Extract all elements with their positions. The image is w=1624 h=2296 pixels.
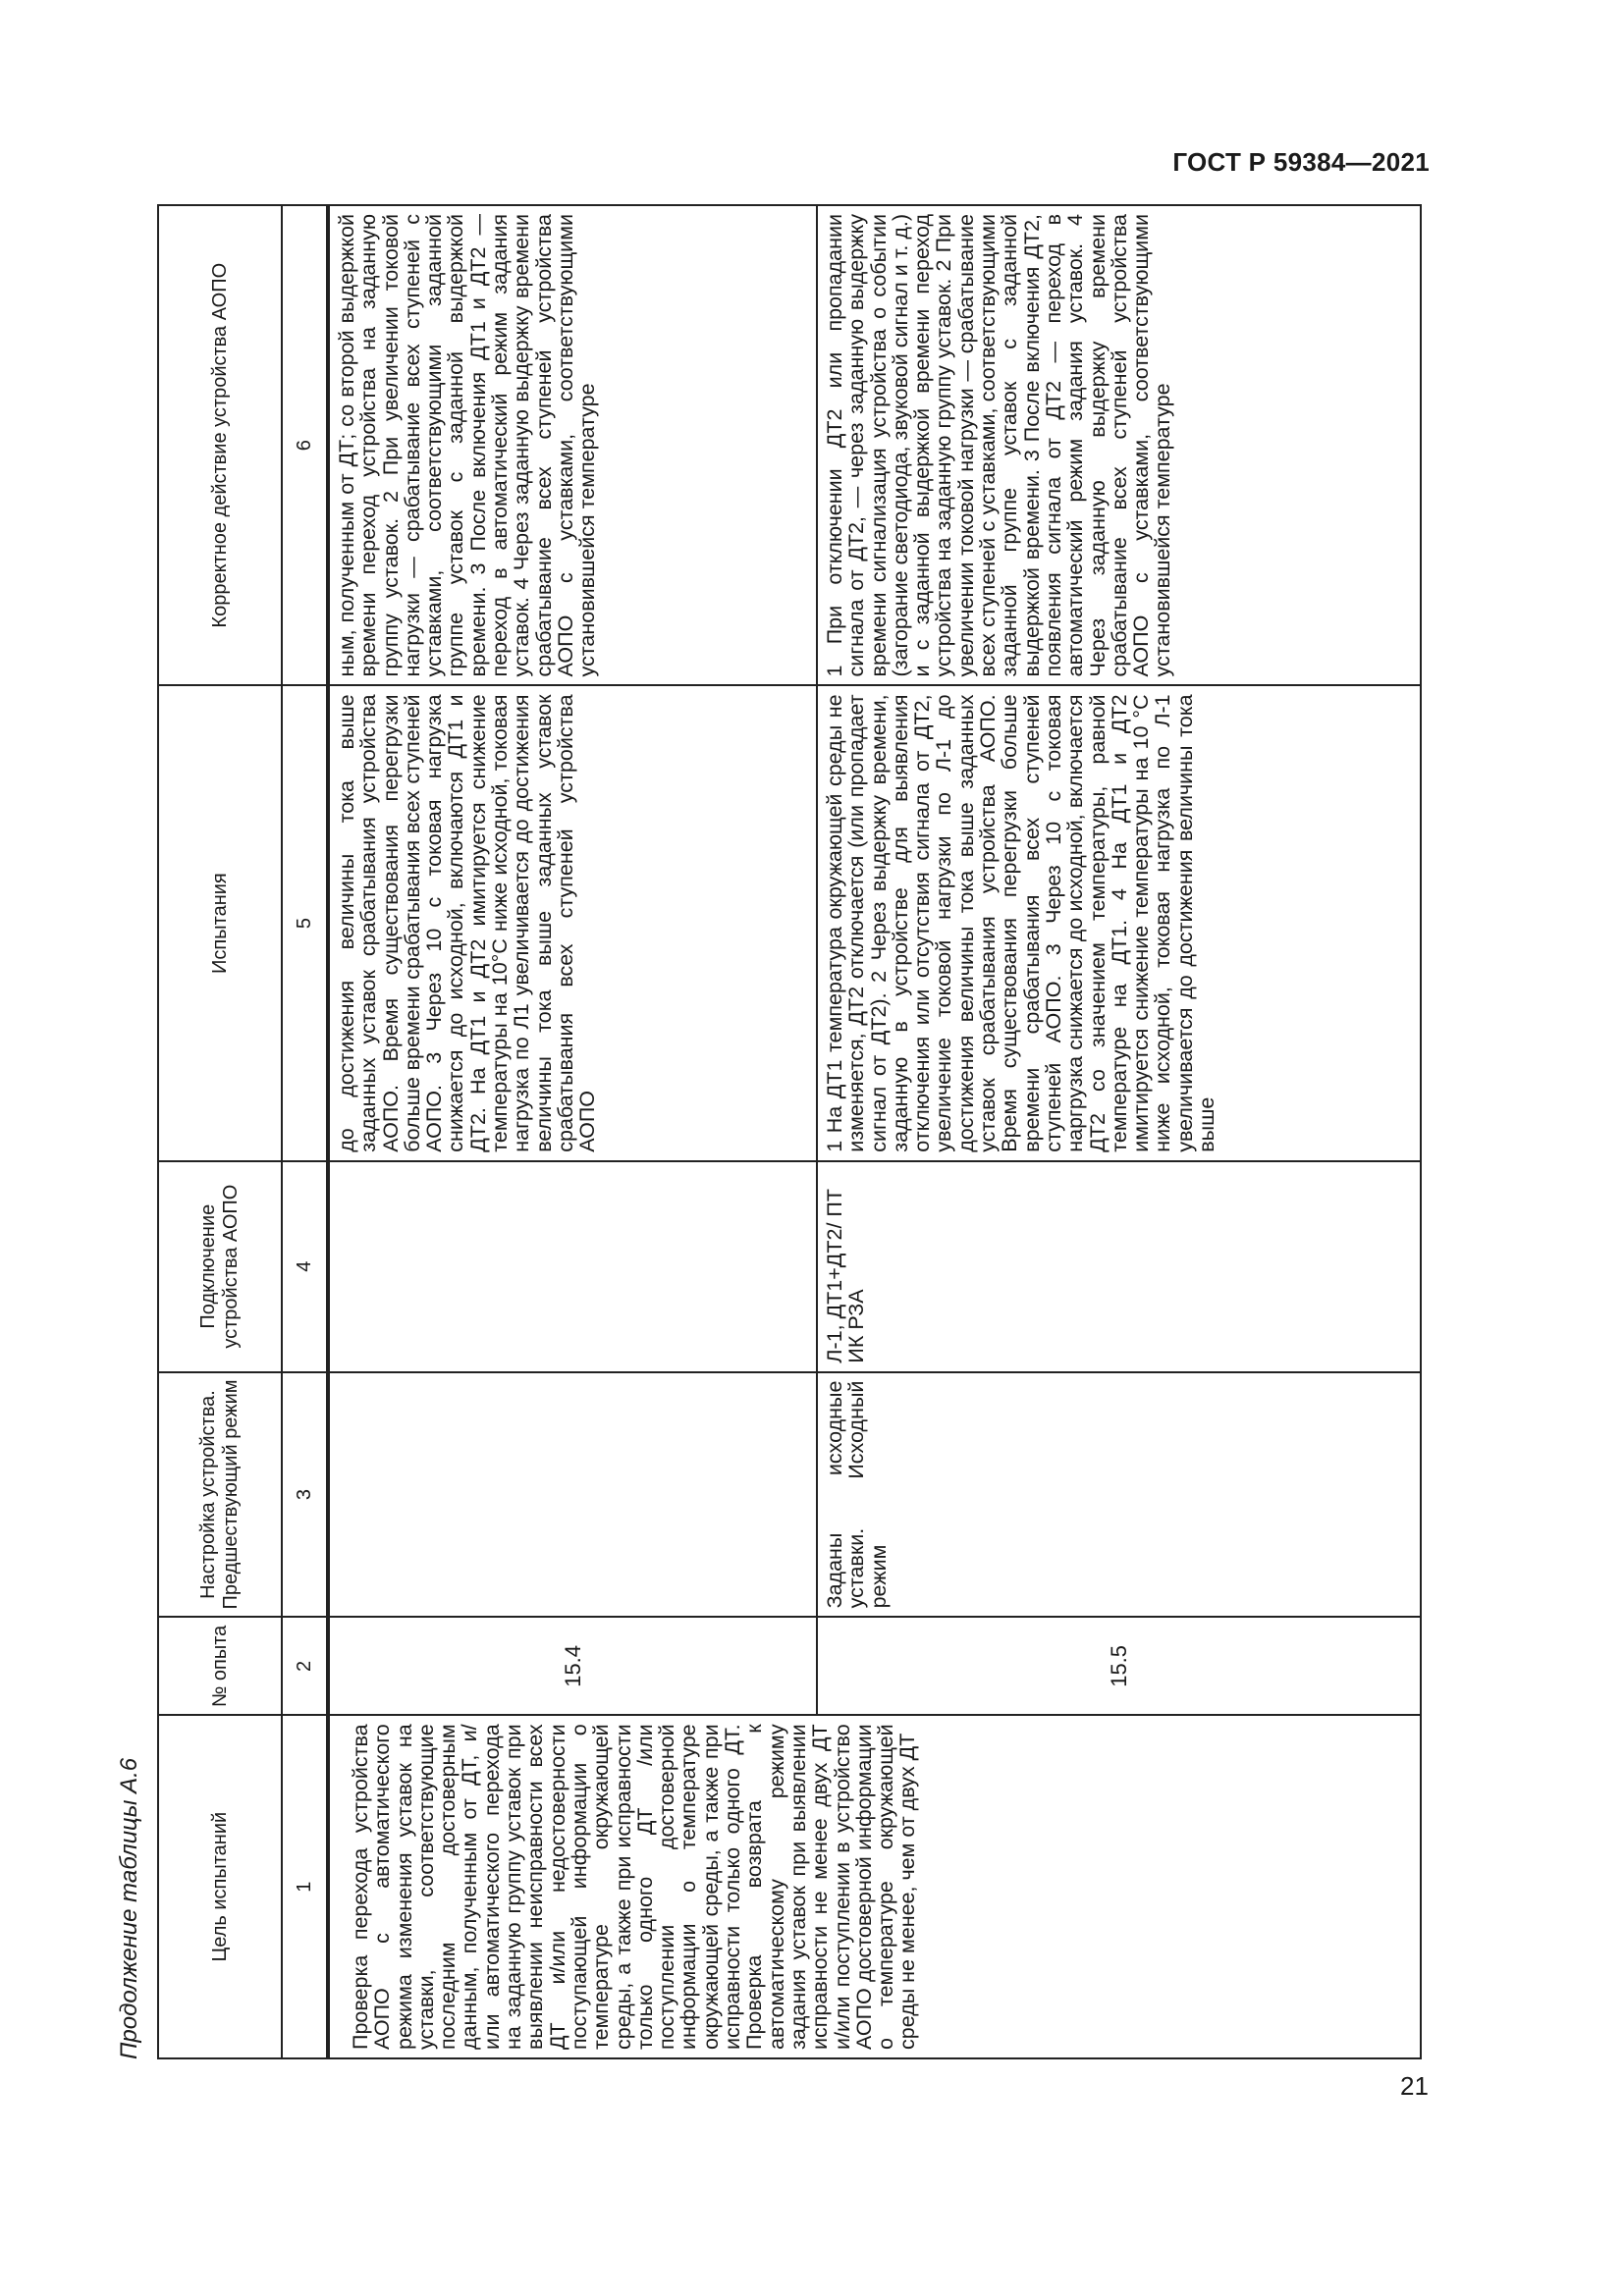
purpose-cell: Проверка перехода устройства АОПО с автоматического режима изменения уставок на уставки, соответствующие последним достоверным данным, полученным от ДТ, и/или автоматического перехода на заданную группу уставок при выявлении неисправности всех ДТ и/или недостоверности поступающей информации о температуре окружающей среды, а также при исправности только одного ДТ /или поступлении достоверной информации о температуре окружающей среды, а также при исправности только одного ДТ. Проверка возврата к автоматическому режиму задания уставок при выявлении исправности не менее двух ДТ и/или поступлении в устройство АОПО достоверной информации о температуре окружающей среды не менее, чем от двух ДТ <box>328 1715 1421 2058</box>
test-number-cell: 15.5 <box>817 1617 1421 1715</box>
action-cell: 1 При отключении ДТ2 или пропадании сигнала от ДТ2, — через заданную выдержку времени сигнализация устройства о событии (загорание светодиода, звуковой сигнал и т. д.) и с заданной выдержкой времени переход устройства на заданную группу уставок. 2 При увеличении токовой нагрузки — срабатывание всех ступеней с уставками, соответствующими заданной группе уставок с заданной выдержкой времени. 3 После включения ДТ2, появления сигнала от ДТ2 — переход в автоматический режим задания уставок. 4 Через заданную выдержку времени срабатывание всех ступеней устройства АОПО с уставками, соответствующими установившейся температуре <box>817 205 1421 685</box>
column-number-row <box>282 205 328 2058</box>
standard-designation: ГОСТ Р 59384—2021 <box>1172 147 1430 177</box>
header-row <box>158 205 282 2058</box>
header-purpose: Цель испытаний <box>158 1715 282 2058</box>
col-number: 2 <box>282 1617 328 1715</box>
rotated-table-page <box>110 204 1431 2059</box>
action-cell: ным, полученным от ДТ; со второй выдержкой времени переход устройства на заданную группу уставок. 2 При увеличении токовой нагрузки — срабатывание всех ступеней с уставками, соответствующими заданной группе уставок с заданной выдержкой времени. 3 После включения ДТ1 и ДТ2 — переход в автоматический режим задания уставок. 4 Через заданную выдержку времени срабатывание всех ступеней устройства АОПО с уставками, соответствующими установившейся температуре <box>328 205 817 685</box>
table-row <box>328 205 817 2058</box>
header-test-number: № опыта <box>158 1617 282 1715</box>
col-number: 5 <box>282 685 328 1160</box>
test-table <box>157 204 1422 2059</box>
col-number: 4 <box>282 1161 328 1372</box>
test-number-cell: 15.4 <box>328 1617 817 1715</box>
table-caption: Продолжение таблицы А.6 <box>116 1757 142 2059</box>
setup-cell: Заданы исходные уставки. Исходный режим <box>817 1372 1421 1618</box>
col-number: 6 <box>282 205 328 685</box>
header-setup: Настройка устройства. Предшествующий режим <box>158 1372 282 1618</box>
page-number: 21 <box>1400 2071 1429 2101</box>
connection-cell <box>328 1161 817 1372</box>
header-tests: Испытания <box>158 685 282 1160</box>
col-number: 1 <box>282 1715 328 2058</box>
header-action: Корректное действие устройства АОПО <box>158 205 282 685</box>
header-connection: Подключение устройства АОПО <box>158 1161 282 1372</box>
connection-cell: Л-1, ДТ1+ДТ2/ ПТ ИК РЗА <box>817 1161 1421 1372</box>
col-number: 3 <box>282 1372 328 1618</box>
tests-cell: до достижения величины тока выше заданных уставок срабатывания устройства АОПО. Время существования перегрузки больше времени срабатывания всех ступеней АОПО. 3 Через 10 с токовая нагрузка снижается до исходной, включаются ДТ1 и ДТ2. На ДТ1 и ДТ2 имитируется снижение температуры на 10°С ниже исходной, токовая нагрузка по Л1 увеличивается до достижения величины тока выше заданных уставок срабатывания всех ступеней устройства АОПО <box>328 685 817 1160</box>
tests-cell: 1 На ДТ1 температура окружающей среды не изменяется, ДТ2 отключается (или пропадает сигнал от ДТ2). 2 Через выдержку времени, заданную в устройстве для выявления отключения или отсутствия сигнала от ДТ2, увеличение токовой нагрузки по Л-1 до достижения величины тока выше заданных уставок срабатывания устройства АОПО. Время существования перегрузки больше времени срабатывания всех ступеней ступеней АОПО. 3 Через 10 с токовая наргрузка снижается до исходной, включается ДТ2 со значением температуры, равной температуре на ДТ1. 4 На ДТ1 и ДТ2 имитируется снижение температуры на 10 °С ниже исходной, токовая нагрузка по Л-1 увеличивается до достижения величины тока выше <box>817 685 1421 1160</box>
setup-cell <box>328 1372 817 1618</box>
